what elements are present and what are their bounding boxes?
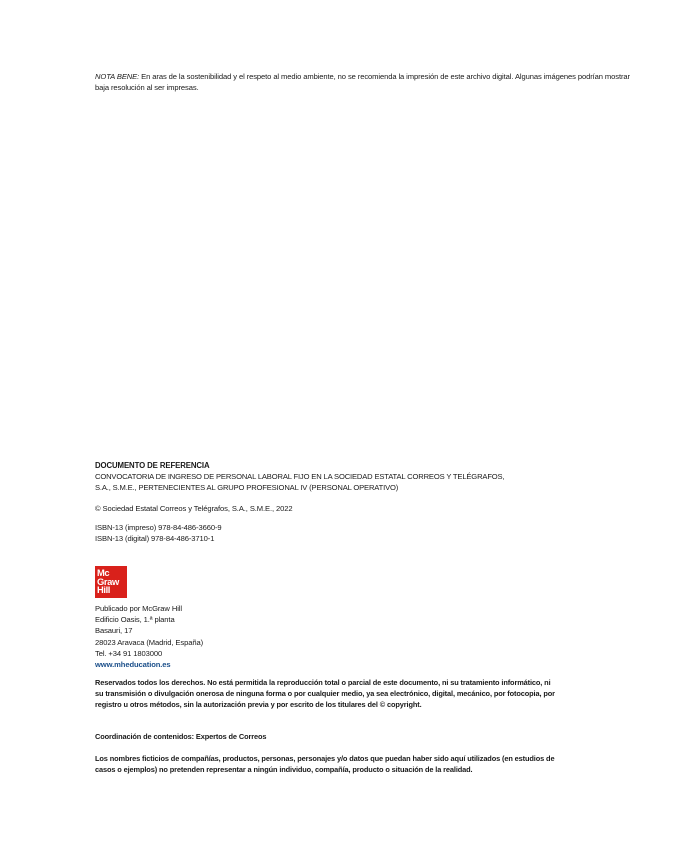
logo-line-3: Hill [97,584,110,596]
publisher-address [95,603,203,670]
publisher-line-2: Edificio Oasis, 1.ª planta [95,615,175,625]
copyright-notice: © Sociedad Estatal Correos y Telégrafos, S.A., S.M.E., 2022 [95,504,293,513]
isbn-digital: ISBN-13 (digital) 978-84-486-3710-1 [95,534,215,544]
isbn-print: ISBN-13 (impreso) 978-84-486-3660-9 [95,523,222,532]
fictitious-names-disclaimer: Los nombres ficticios de compañías, productos, personas, personajes y/o datos que puedan haber sido aquí utilizados (en estudios de casos o ejemplos) no pretenden representar a ningún individuo, compañía, producto o situación de la realidad. [95,754,555,775]
content-coordination: Coordinación de contenidos: Expertos de Correos [95,732,267,741]
nota-bene-text: En aras de la sostenibilidad y el respeto al medio ambiente, no se recomienda la impresión de este archivo digital. Algunas imágenes podrían mostrar baja resolución al ser impresas. [95,72,630,93]
publisher-website-link[interactable]: www.mheducation.es [95,660,171,670]
mcgraw-hill-logo [95,566,127,598]
isbn-block [95,522,222,545]
logo-line-1: Mc [97,567,110,578]
rights-reserved-notice: Reservados todos los derechos. No está permitida la reproducción total o parcial de este documento, ni su tratamiento informático, ni su transmisión o divulgación onerosa de ninguna forma o por cualquier medio, ya sea electrónico, digital, mecánico, por fotocopia, por registro u otros métodos, sin la autorización previa y por escrito de los titulares del © copyright. [95,678,555,710]
nota-bene-notice [95,71,635,94]
reference-line-2: S.A., S.M.E., PERTENECIENTES AL GRUPO PROFESIONAL IV (PERSONAL OPERATIVO) [95,483,399,492]
publisher-line-5: Tel. +34 91 1803000 [95,648,163,658]
publisher-line-4: 28023 Aravaca (Madrid, España) [95,637,204,647]
publisher-line-3: Basauri, 17 [95,626,133,636]
logo-line-2: Graw [97,575,119,587]
reference-block [95,460,565,493]
reference-line-1: CONVOCATORIA DE INGRESO DE PERSONAL LABORAL FIJO EN LA SOCIEDAD ESTATAL CORREOS Y TELÉGRAFOS, [95,472,505,481]
publisher-line-1: Publicado por McGraw Hill [95,604,182,613]
nota-bene-label: NOTA BENE: [95,72,140,81]
reference-title: DOCUMENTO DE REFERENCIA [95,461,210,470]
